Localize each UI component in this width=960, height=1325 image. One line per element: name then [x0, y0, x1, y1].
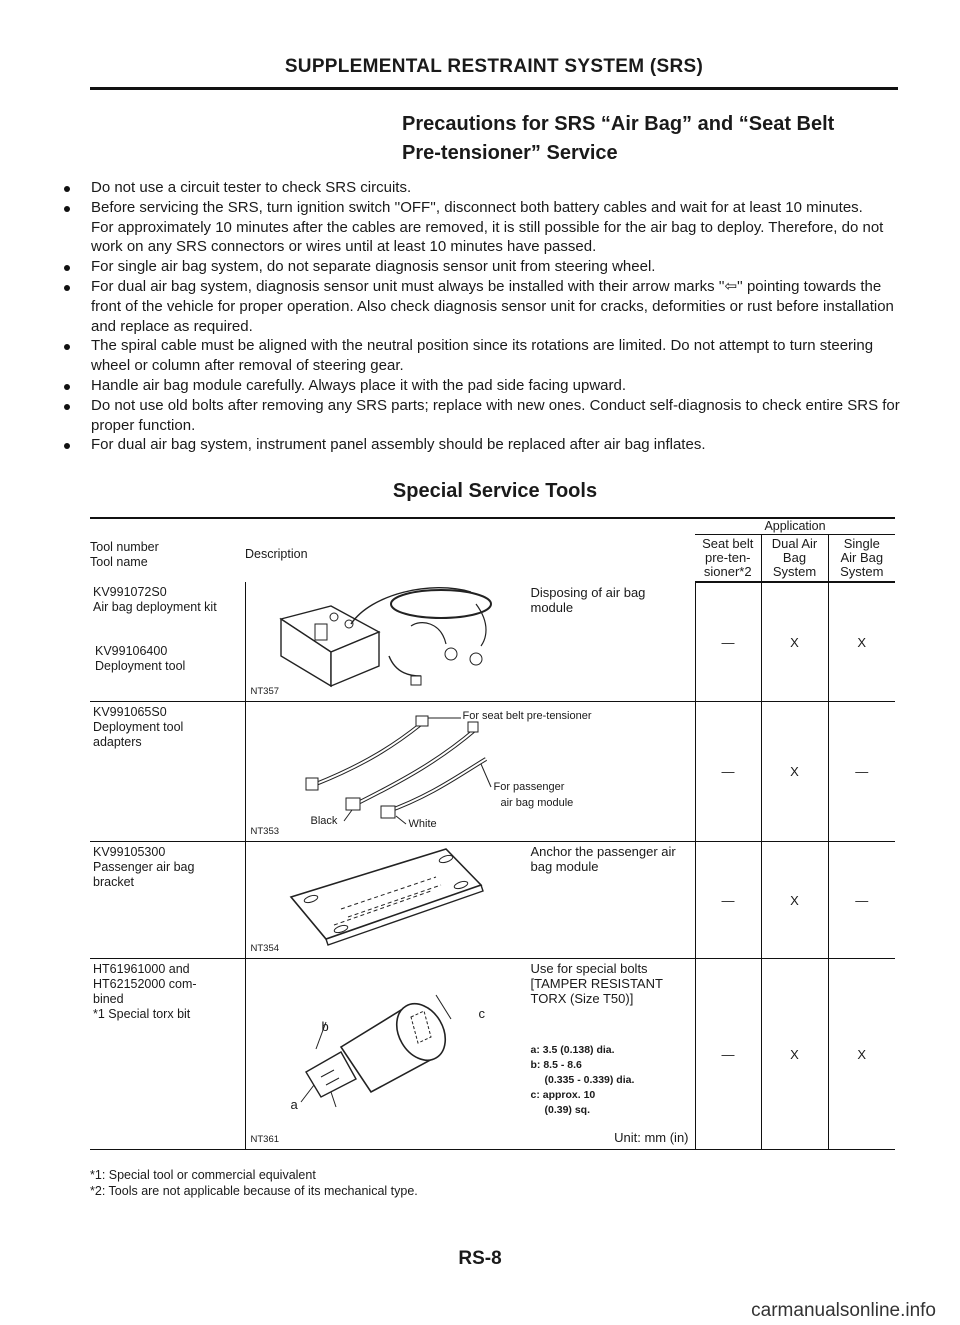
page-header: SUPPLEMENTAL RESTRAINT SYSTEM (SRS) — [284, 56, 704, 77]
precaution-text: For single air bag system, do not separate diagnosis sensor unit from steering wheel. — [91, 258, 656, 276]
app-seatbelt: — — [695, 959, 761, 1150]
nt-code: NT361 — [250, 1134, 280, 1145]
unit-note: Unit: mm (in) — [614, 1130, 689, 1145]
deployment-kit-illustration — [261, 584, 521, 694]
head-app-single-line: Air Bag — [840, 550, 884, 565]
head-app-dual — [761, 535, 828, 583]
app-dual-airbag: X — [761, 582, 828, 702]
page-number: RS-8 — [458, 1248, 502, 1269]
bullet-icon — [64, 285, 70, 291]
label-black: Black — [310, 815, 338, 827]
tool-number: KV99106400 — [95, 644, 168, 658]
head-app-single — [828, 535, 895, 583]
head-app-seatbelt-line: Seat belt — [702, 536, 754, 551]
app-dual-airbag: X — [761, 959, 828, 1150]
precaution-text: For dual air bag system, instrument panel assembly should be replaced after air bag inflates. — [91, 436, 706, 454]
footnote: *1: Special tool or commercial equivalent — [90, 1168, 316, 1182]
table-head-row — [90, 518, 895, 535]
tool-name: Passenger air bag — [93, 860, 195, 874]
precaution-text: For dual air bag system, diagnosis sensor unit must always be installed with their arrow marks ''⇦'' pointing towards the front of the vehicle for proper operation. Also check diagnosis sensor unit for cracks, deformities or rust before installation and replace as required. — [91, 277, 894, 335]
precaution-text: For approximately 10 minutes after the cables are removed, it is still possible for the air bag to deploy. Therefore, do not work on any SRS connectors or wires until at least 10 minutes have passed. — [91, 218, 884, 256]
footnotes — [90, 1167, 790, 1199]
table-row — [90, 842, 895, 959]
table-row — [90, 702, 895, 842]
app-seatbelt: — — [695, 702, 761, 842]
dimension-spec — [531, 1043, 635, 1118]
dimension-line: c: approx. 10 — [530, 1089, 596, 1101]
label-white: White — [408, 818, 437, 830]
dimension-line: b: 8.5 - 8.6 — [530, 1059, 582, 1071]
dimension-line: (0.39) sq. — [544, 1104, 591, 1116]
tool-description-note: Disposing of air bag module — [530, 585, 646, 615]
tool-number-cell — [90, 959, 245, 1150]
bullet-icon — [64, 384, 70, 390]
precaution-item — [62, 178, 902, 198]
tool-number: KV991072S0 — [93, 585, 167, 599]
header-rule — [90, 87, 898, 90]
label-letter-a: a — [290, 1097, 298, 1112]
app-dual-airbag: X — [761, 702, 828, 842]
head-app-single-line: Single — [843, 536, 880, 551]
precaution-item — [62, 376, 902, 396]
label-letter-c: c — [478, 1006, 485, 1021]
bracket-illustration — [286, 847, 506, 952]
app-single-airbag: — — [828, 842, 895, 959]
special-service-tools-table — [90, 517, 895, 1150]
label-seat-belt: For seat belt pre-tensioner — [462, 710, 592, 722]
head-tool-name-label: Tool name — [90, 554, 148, 569]
tool-name: Deployment tool — [93, 720, 184, 734]
bullet-icon — [64, 265, 70, 271]
nt-code: NT357 — [250, 686, 280, 697]
tool-description-cell — [245, 842, 695, 959]
tool-description-cell — [245, 582, 695, 702]
tool-name: *1 Special torx bit — [93, 1007, 191, 1021]
nt-code: NT353 — [250, 826, 280, 837]
footnote: *2: Tools are not applicable because of its mechanical type. — [90, 1184, 418, 1198]
precautions-list — [62, 178, 902, 455]
tool-description-cell — [245, 959, 695, 1150]
head-tool-number — [90, 518, 245, 582]
head-app-dual-line: System — [772, 564, 817, 579]
watermark: carmanualsonline.info — [751, 1300, 936, 1321]
head-description — [245, 518, 695, 582]
precaution-item — [62, 198, 902, 257]
section-title-line2: Pre-tensioner” Service — [402, 142, 618, 164]
torx-bit-illustration — [286, 967, 496, 1117]
tool-description-note: Use for special bolts [TAMPER RESISTANT TORX (Size T50)] — [530, 961, 663, 1006]
tool-number: KV99105300 — [93, 845, 166, 859]
app-seatbelt: — — [695, 582, 761, 702]
head-application: Application — [695, 518, 895, 535]
bullet-icon — [64, 186, 70, 192]
head-tool-number-label: Tool number — [90, 539, 159, 554]
precaution-item — [62, 257, 902, 277]
nt-code: NT354 — [250, 943, 280, 954]
tool-description-note: Anchor the passenger air bag module — [530, 844, 676, 874]
bullet-icon — [64, 443, 70, 449]
label-passenger: For passenger — [493, 781, 565, 793]
precaution-text: Handle air bag module carefully. Always place it with the pad side facing upward. — [91, 376, 627, 394]
special-service-tools-title: Special Service Tools — [392, 480, 598, 502]
precaution-item — [62, 435, 902, 455]
app-single-airbag: X — [828, 959, 895, 1150]
tool-spacer — [93, 615, 245, 644]
tool-name: Air bag deployment kit — [93, 600, 217, 614]
tool-number-cell — [90, 582, 245, 702]
precaution-item — [62, 396, 902, 436]
precaution-item — [62, 336, 902, 376]
tool-number: KV991065S0 — [93, 705, 167, 719]
head-app-seatbelt-line: sioner*2 — [703, 564, 752, 579]
head-app-seatbelt — [695, 535, 761, 583]
head-description-label: Description — [245, 547, 308, 561]
app-seatbelt: — — [695, 842, 761, 959]
dimension-line: a: 3.5 (0.138) dia. — [530, 1044, 615, 1056]
app-single-airbag: X — [828, 582, 895, 702]
tool-name: bined — [93, 992, 124, 1006]
label-letter-b: b — [321, 1019, 329, 1034]
head-app-seatbelt-line: pre-ten- — [704, 550, 751, 565]
precaution-text: The spiral cable must be aligned with the neutral position since its rotations are limited. Do not attempt to turn steering wheel or column after removal of steering gear. — [91, 337, 874, 375]
precaution-text: Do not use a circuit tester to check SRS circuits. — [91, 179, 412, 196]
tool-name: Deployment tool — [95, 659, 186, 673]
precaution-text: Before servicing the SRS, turn ignition switch ''OFF'', disconnect both battery cables and wait for at least 10 minutes. — [91, 198, 863, 216]
table-row — [90, 582, 895, 702]
section-title-line1: Precautions for SRS “Air Bag” and “Seat Belt — [402, 113, 835, 135]
tool-description-cell — [245, 702, 695, 842]
precaution-item — [62, 277, 902, 336]
tool-number-cell — [90, 702, 245, 842]
head-app-single-line: System — [840, 564, 884, 579]
head-app-dual-line: Dual Air — [771, 536, 818, 551]
tool-number-cell — [90, 842, 245, 959]
tool-name: bracket — [93, 875, 134, 889]
tool-number: HT62152000 com- — [93, 977, 197, 991]
tool-number: HT61961000 and — [93, 962, 190, 976]
app-dual-airbag: X — [761, 842, 828, 959]
bullet-icon — [64, 206, 70, 212]
precaution-text: Do not use old bolts after removing any SRS parts; replace with new ones. Conduct self-diagnosis to check entire SRS for proper function. — [91, 396, 900, 434]
tool-name: adapters — [93, 735, 142, 749]
bullet-icon — [64, 344, 70, 350]
section-title — [402, 110, 922, 168]
bullet-icon — [64, 404, 70, 410]
dimension-line: (0.335 - 0.339) dia. — [544, 1074, 635, 1086]
head-app-dual-line: Bag — [782, 550, 807, 565]
table-row — [90, 959, 895, 1150]
label-air-bag-module: air bag module — [500, 797, 574, 809]
app-single-airbag: — — [828, 702, 895, 842]
